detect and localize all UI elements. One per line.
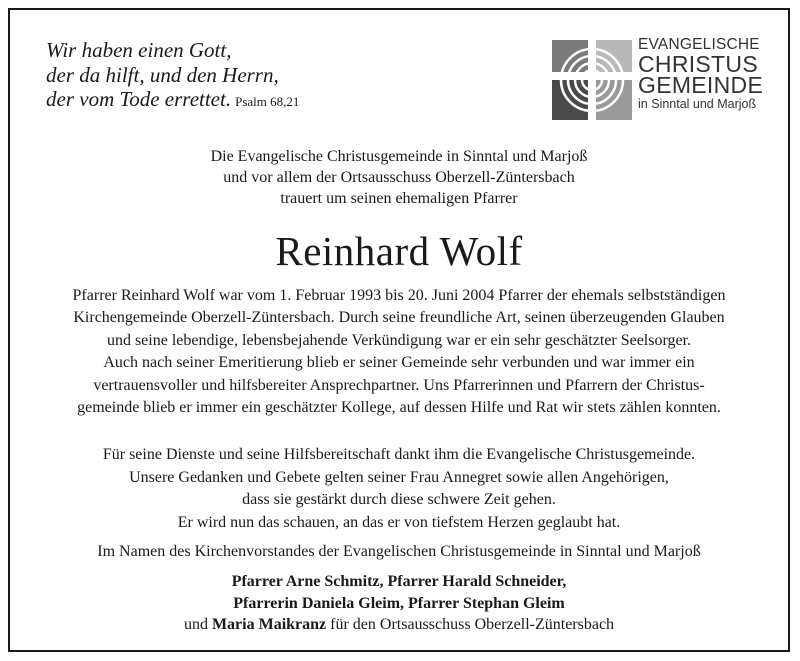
signers-line-1-row <box>10 571 788 593</box>
deceased-name: Reinhard Wolf <box>275 228 523 274</box>
church-logo <box>542 36 782 126</box>
verse-line-1: Wir haben einen Gott, <box>46 38 232 62</box>
church-logo-icon <box>542 40 634 120</box>
signers-line-1: Pfarrer Arne Schmitz, Pfarrer Harald Schneider, <box>231 573 567 590</box>
signers-line-3-suffix: für den Ortsausschuss Oberzell-Züntersbach <box>330 616 615 633</box>
verse-line-2: der da hilft, und den Herrn, <box>46 62 279 87</box>
tribute-line-5: vertrauensvoller und hilfsbereiter Ansprechpartner. Uns Pfarrerinnen und Pfarrern der Christus- <box>93 376 705 394</box>
signers-line-3-row <box>10 614 788 636</box>
signers-line-3-prefix: und <box>183 616 208 633</box>
tribute-line-1: Pfarrer Reinhard Wolf war vom 1. Februar 1993 bis 20. Juni 2004 Pfarrer der ehemals selbstständigen <box>72 287 726 304</box>
intro-text <box>10 146 788 209</box>
tribute-text <box>10 285 788 419</box>
verse-line-3: der vom Tode errettet. <box>46 87 232 111</box>
signers-line-3-name: Maria Maikranz <box>211 616 327 633</box>
signers-line-2-row <box>10 593 788 615</box>
logo-text-gemeinde: GEMEINDE <box>638 72 764 98</box>
tribute-line-4: Auch nach seiner Emeritierung blieb er seiner Gemeinde sehr verbunden und war immer ein <box>103 354 695 372</box>
logo-wordmark <box>638 36 763 112</box>
verse-line-3-row <box>46 87 406 115</box>
intro-line-2: und vor allem der Ortsausschuss Oberzell-Züntersbach <box>223 169 575 186</box>
intro-line-3: trauert um seinen ehemaligen Pfarrer <box>280 190 518 207</box>
intro-line-1: Die Evangelische Christusgemeinde in Sinntal und Marjoß <box>210 148 588 165</box>
tribute-line-6: gemeinde blieb er immer ein geschätzter Kollege, auf dessen Hilfe und Rat wir stets zählen konnten. <box>77 399 721 417</box>
tribute-line-2: Kirchengemeinde Oberzell-Züntersbach. Durch seine freundliche Art, seinen überzeugenden Glauben <box>73 309 725 327</box>
obituary-notice <box>8 8 790 652</box>
logo-text-evangelische: EVANGELISCHE <box>638 36 760 53</box>
closing-text: Im Namen des Kirchenvorstandes der Evangelischen Christusgemeinde in Sinntal und Marjoß <box>97 543 701 560</box>
thanks-line-2: Unsere Gedanken und Gebete gelten seiner Frau Annegret sowie allen Angehörigen, <box>129 468 669 486</box>
logo-text-location: in Sinntal und Marjoß <box>638 97 757 111</box>
verse-reference: Psalm 68,21 <box>235 94 300 109</box>
thanks-line-3: dass sie gestärkt durch diese schwere Zeit gehen. <box>242 491 556 508</box>
signers-line-2: Pfarrerin Daniela Gleim, Pfarrer Stephan Gleim <box>233 594 565 612</box>
thanks-text <box>10 444 788 534</box>
tribute-line-3: und seine lebendige, lebensbejahende Verkündigung war er ein sehr geschätzter Seelsorger. <box>106 331 692 349</box>
thanks-line-1: Für seine Dienste und seine Hilfsbereitschaft dankt ihm die Evangelische Christusgemeinde. <box>102 446 696 463</box>
logo-text-christus: CHRISTUS <box>638 51 758 77</box>
thanks-line-4: Er wird nun das schauen, an das er von tiefstem Herzen geglaubt hat. <box>177 513 621 531</box>
signatories <box>10 571 788 636</box>
bible-verse <box>46 38 406 115</box>
